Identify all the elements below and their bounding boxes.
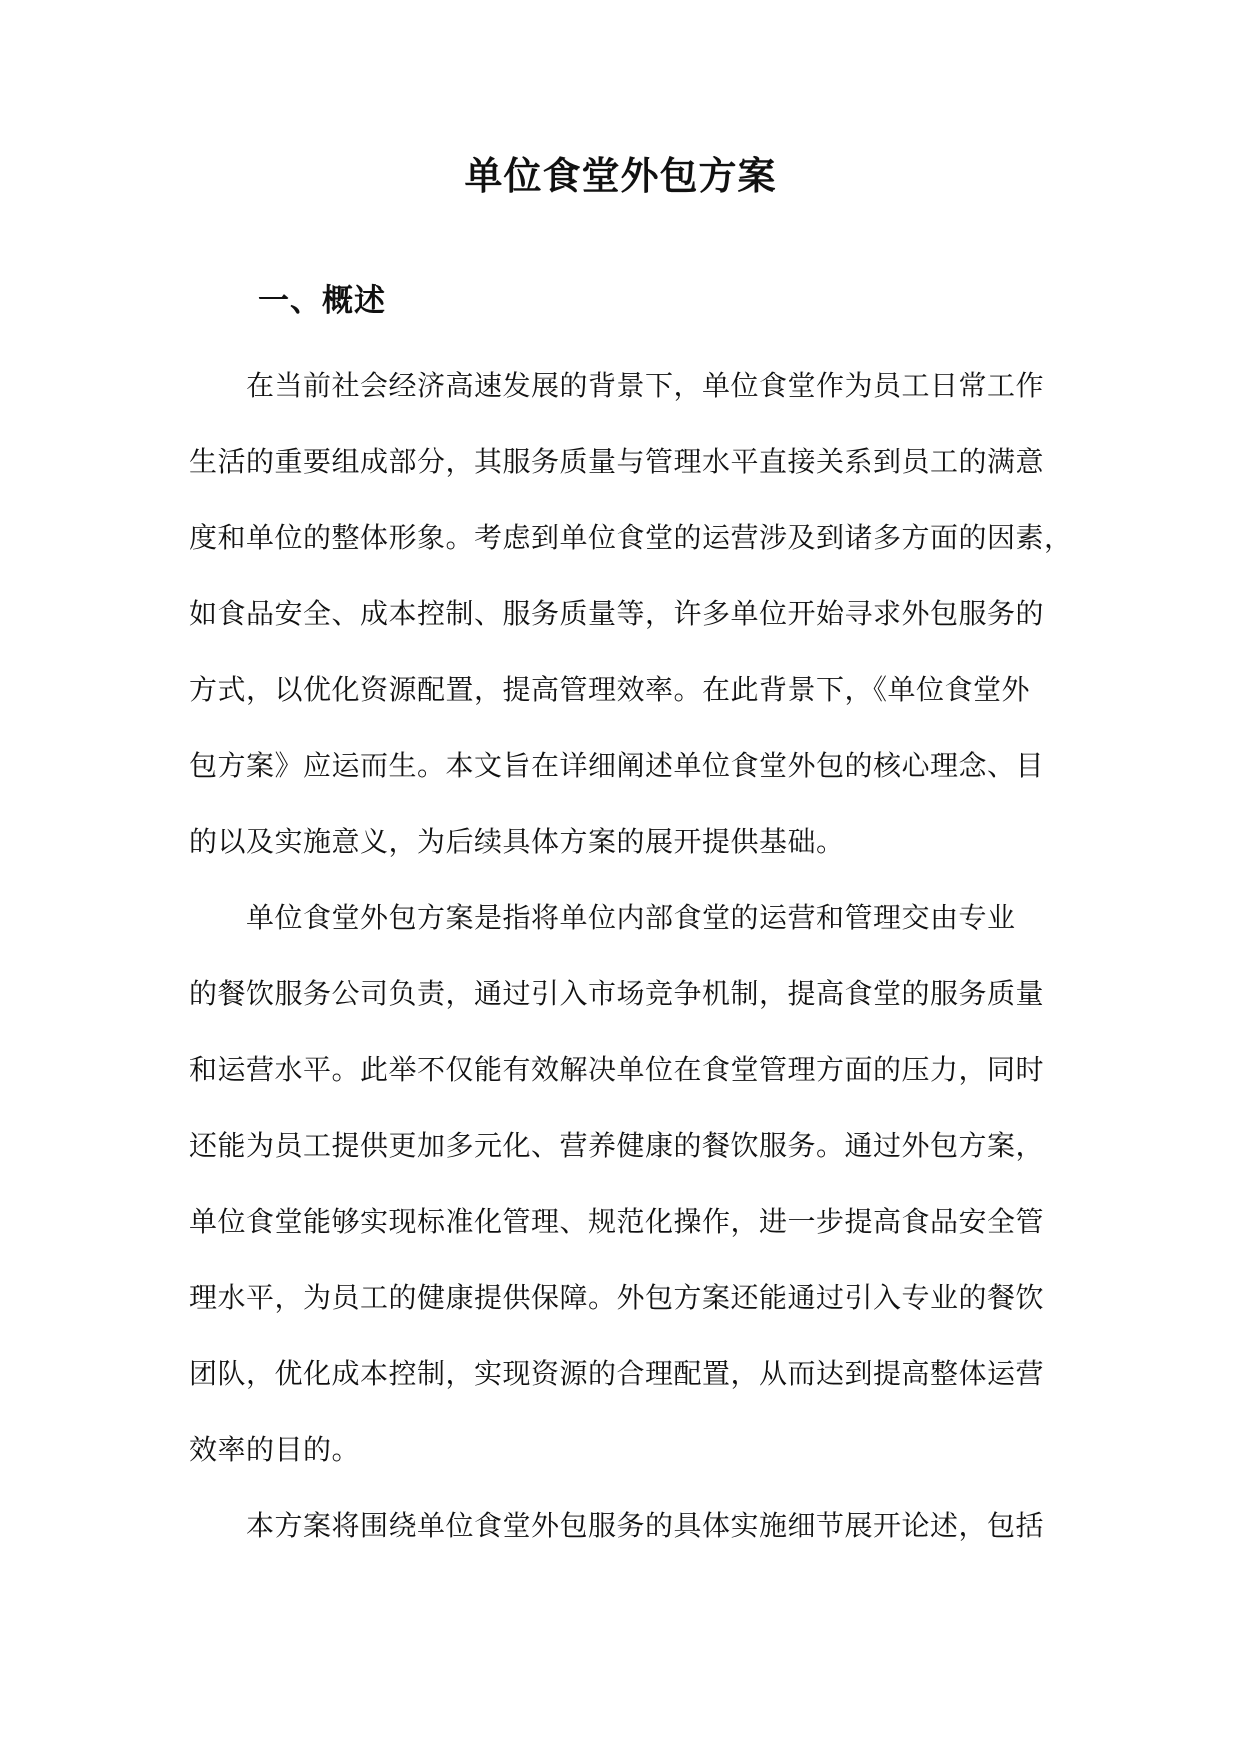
paragraph-line: 效率的目的。 xyxy=(189,1433,361,1466)
paragraph-line: 还能为员工提供更加多元化、营养健康的餐饮服务。通过外包方案， xyxy=(189,1129,1045,1162)
paragraph-line: 包方案》应运而生。本文旨在详细阐述单位食堂外包的核心理念、目 xyxy=(189,749,1045,782)
paragraph-line: 在当前社会经济高速发展的背景下，单位食堂作为员工日常工作 xyxy=(246,369,1045,402)
paragraph-line: 的餐饮服务公司负责，通过引入市场竞争机制，提高食堂的服务质量 xyxy=(189,977,1045,1010)
paragraph-line: 如食品安全、成本控制、服务质量等，许多单位开始寻求外包服务的 xyxy=(189,597,1045,630)
paragraph-line: 单位食堂外包方案是指将单位内部食堂的运营和管理交由专业 xyxy=(246,901,1016,934)
section-heading: 一、概述 xyxy=(258,283,386,319)
paragraph-line: 度和单位的整体形象。考虑到单位食堂的运营涉及到诸多方面的因素， xyxy=(189,521,1073,554)
document-title: 单位食堂外包方案 xyxy=(464,153,777,198)
paragraph-line: 单位食堂能够实现标准化管理、规范化操作，进一步提高食品安全管 xyxy=(189,1205,1045,1238)
paragraph-line: 团队，优化成本控制，实现资源的合理配置，从而达到提高整体运营 xyxy=(189,1357,1045,1390)
paragraph-line: 和运营水平。此举不仅能有效解决单位在食堂管理方面的压力，同时 xyxy=(189,1053,1045,1086)
paragraph-line: 理水平，为员工的健康提供保障。外包方案还能通过引入专业的餐饮 xyxy=(189,1281,1045,1314)
paragraph-line: 方式，以优化资源配置，提高管理效率。在此背景下，《单位食堂外 xyxy=(189,673,1031,706)
paragraph-line: 本方案将围绕单位食堂外包服务的具体实施细节展开论述，包括 xyxy=(246,1509,1045,1542)
paragraph-line: 的以及实施意义，为后续具体方案的展开提供基础。 xyxy=(189,825,845,858)
paragraph-line: 生活的重要组成部分，其服务质量与管理水平直接关系到员工的满意 xyxy=(189,445,1045,478)
